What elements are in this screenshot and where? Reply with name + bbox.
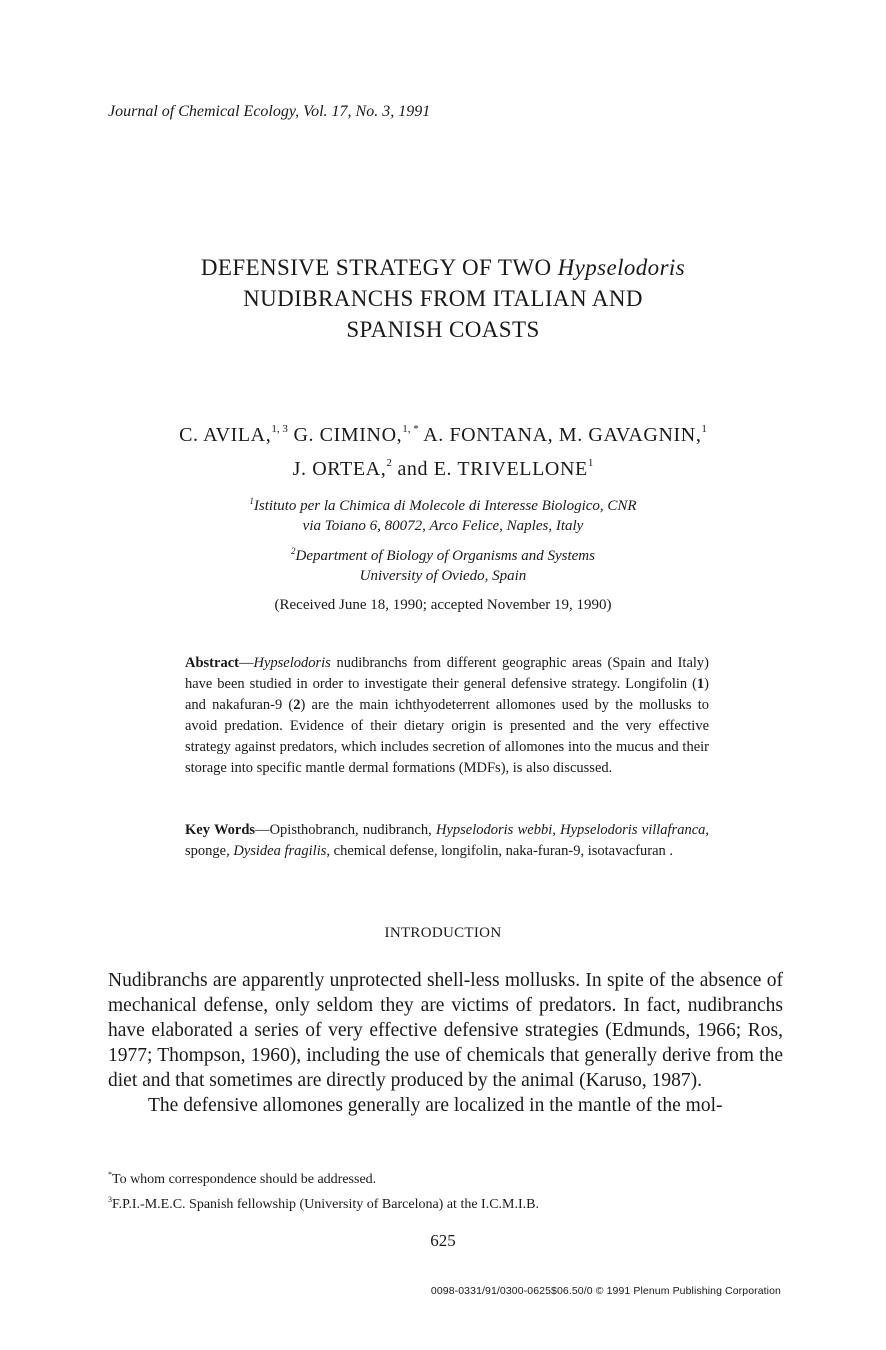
introduction-body: [108, 968, 783, 1118]
author-and: and: [397, 458, 429, 480]
footnote-correspondence: [108, 1165, 783, 1190]
abstract-text-1: nudibranchs from different geographic areas (Spain and Italy) have been studied in order to investigate their general defensive strategy. Longifolin (: [185, 655, 709, 692]
affiliation-1-line-2: via Toiano 6, 80072, Arco Felice, Naples, Italy: [302, 518, 584, 534]
title-genus: Hypselodoris: [557, 255, 686, 280]
author-list: [0, 415, 886, 483]
author-avila: C. AVILA,: [179, 424, 272, 446]
affiliation-1-line-1: [0, 491, 886, 516]
received-dates: (Received June 18, 1990; accepted November 19, 1990): [274, 597, 612, 613]
affiliations: [0, 491, 886, 586]
intro-paragraph-1: Nudibranchs are apparently unprotected shell-less mollusks. In spite of the absence of mechanical defense, only seldom they are victims of predators. In fact, nudibranchs have elaborated a series of very effective defensive strategies (Edmunds, 1966; Ros, 1977; Thompson, 1960), including the use of chemicals that generally derive from the diet and that sometimes are directly produced by the animal (Karuso, 1987).: [108, 970, 783, 1091]
author-line-2: [0, 449, 886, 483]
paper-title: [0, 252, 886, 345]
author-cimino: G. CIMINO,: [293, 424, 403, 446]
keywords-dash: —: [255, 822, 270, 838]
abstract-genus: Hypselodoris: [253, 655, 331, 671]
author-gavagnin: M. GAVAGNIN,: [558, 424, 702, 446]
author-ortea-sup: 2: [386, 457, 392, 469]
affiliation-1-sup: 1: [249, 496, 254, 506]
affiliation-2-sup: 2: [291, 546, 296, 556]
footnote-1-text: To whom correspondence should be addressed.: [112, 1172, 377, 1187]
intro-paragraph-2: The defensive allomones generally are localized in the mantle of the mol-: [148, 1095, 723, 1116]
key-words: [185, 820, 709, 862]
keywords-label: Key Words: [185, 822, 256, 838]
compound-2-ref: 2: [293, 697, 301, 713]
keywords-text-3: , chemical defense, longifolin, naka-furan-9, isotavacfuran .: [326, 843, 674, 859]
keywords-text-2: , sponge,: [185, 822, 710, 859]
affiliation-1-text: Istituto per la Chimica di Molecole di Interesse Biologico, CNR: [253, 498, 637, 514]
footnotes: [108, 1165, 783, 1215]
title-line-1: [0, 252, 886, 283]
author-avila-sup: 1, 3: [271, 423, 288, 435]
abstract-dash: —: [238, 655, 254, 671]
abstract-text-2: ) and nakafuran-9 (: [185, 676, 709, 713]
affiliation-2-text: Department of Biology of Organisms and Systems: [295, 548, 595, 564]
keywords-sponge: Dysidea fragilis: [233, 843, 327, 859]
copyright-line: 0098-0331/91/0300-0625$06.50/0 © 1991 Plenum Publishing Corporation: [430, 1285, 781, 1297]
abstract: [185, 653, 709, 779]
title-line-2: NUDIBRANCHS FROM ITALIAN AND: [243, 286, 643, 311]
author-line-1: [0, 415, 886, 449]
footnote-2-sup: 3: [108, 1195, 112, 1204]
author-trivellone-sup: 1: [587, 457, 594, 469]
affiliation-2-line-1: [0, 541, 886, 566]
author-ortea: J. ORTEA,: [292, 458, 387, 480]
keywords-text-1: Opisthobranch, nudibranch,: [269, 822, 436, 838]
footnote-fellowship: [108, 1190, 783, 1215]
keywords-species: Hypselodoris webbi, Hypselodoris villafranca: [436, 822, 706, 838]
footnote-1-sup: *: [108, 1170, 112, 1179]
author-fontana: A. FONTANA,: [423, 424, 554, 446]
title-text: DEFENSIVE STRATEGY OF TWO: [200, 255, 558, 280]
page-number: 625: [430, 1231, 456, 1250]
affiliation-2-line-2: University of Oviedo, Spain: [359, 568, 527, 584]
author-gavagnin-sup: 1: [701, 423, 707, 435]
author-cimino-sup: 1, *: [402, 423, 419, 435]
journal-citation: Journal of Chemical Ecology, Vol. 17, No. 3, 1991: [108, 103, 431, 120]
title-line-3: SPANISH COASTS: [346, 317, 540, 342]
footnote-2-text: F.P.I.-M.E.C. Spanish fellowship (University of Barcelona) at the I.C.M.I.B.: [112, 1197, 539, 1212]
author-trivellone: E. TRIVELLONE: [433, 458, 588, 480]
abstract-label: Abstract: [185, 655, 239, 671]
abstract-text-3: ) are the main ichthyodeterrent allomones used by the mollusks to avoid predation. Evidence of their dietary origin is presented and the very effective strategy against predators, which includes secretion of allomones into the mucus and their storage into specific mantle dermal formations (MDFs), is also discussed.: [185, 697, 709, 776]
compound-1-ref: 1: [696, 676, 705, 692]
section-heading-introduction: INTRODUCTION: [384, 925, 502, 941]
